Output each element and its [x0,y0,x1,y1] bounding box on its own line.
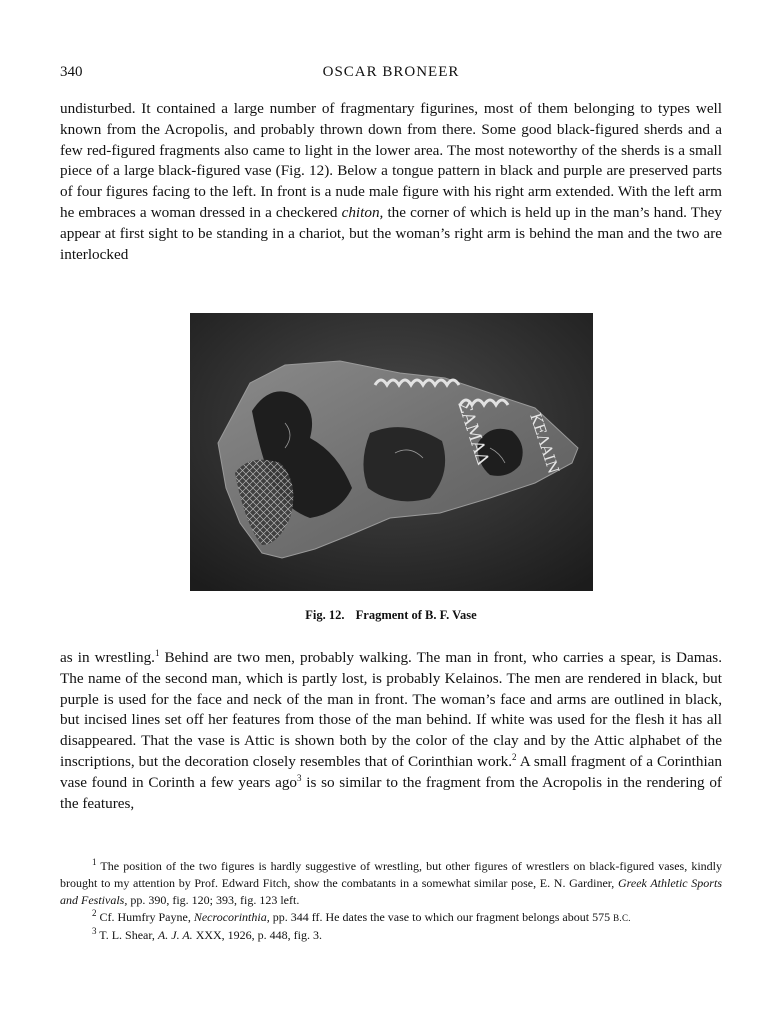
paragraph-1 [60,99,722,265]
paragraph-2-text-d: is so similar to the fragment from the Acropolis in the rendering of the features, [60,773,722,812]
paragraph-1-text-b: the corner of which is held up in the man’s hand. They appear at first sight to be standing in a chariot, but the woman’s right arm is behind the man and the two are interlocked [60,203,723,263]
footnotes [60,858,722,944]
paragraph-1-text-a: undisturbed. It contained a large number of fragmentary figurines, most of them belonging to types well known from the Acropolis, and probably thrown down from there. Some good black-figured sherds and a few red-figured fragments also came to light in the lower area. The most noteworthy of the sherds is a small piece of a large black-figured vase (Fig. 12). Below a tongue pattern in black and purple are preserved parts of four figures facing to the left. In front is a nude male figure with his right arm extended. With the left arm he embraces a woman dressed in a checkered [60,100,722,221]
footnote-ref-3: 3 [297,772,302,783]
inscription-kelain: ΚΕΛΑΙΝ [526,410,563,477]
footnote-1-text-b: pp. 390, fig. 120; 393, fig. 123 left. [127,893,300,907]
footnote-3-text-b: XXX, 1926, p. 448, fig. 3. [192,928,323,942]
footnote-3-journal: A. J. A. [157,928,193,942]
page-number: 340 [60,64,83,80]
inscription-samad: ΣΑΜΑΔ [453,398,493,468]
footnote-3-text-a: T. L. Shear, [96,928,158,942]
page-header [60,64,722,86]
paragraph-2-text-b: Behind are two men, probably walking. The man in front, who carries a spear, is Damas. The name of the second man, which is partly lost, is probably Kelainos. The men are rendered in black, but purple is used for the face and neck of the man in front. The woman’s face and arms are outlined in black, but incised lines set off her features from those of the man behind. If white was used for the flesh it has all disappeared. That the vase is Attic is shown both by the color of the clay and by the Attic alphabet of the inscriptions, but the decoration closely resembles that of Corinthian work. [60,649,722,770]
figure-caption [0,608,782,623]
man-body-silhouette [363,427,445,501]
paragraph-2-text-a: as in wrestling. [60,649,155,666]
chiton-term: chiton, [341,203,384,221]
footnote-ref-1: 1 [154,647,160,658]
footnote-ref-2: 2 [512,751,517,762]
running-head: OSCAR BRONEER [322,64,460,80]
footnote-3 [60,927,722,944]
figure-12-photo [190,313,593,591]
footnote-2-era: B.C. [613,913,631,923]
footnote-1-marker: 1 [92,857,97,867]
paragraph-2-text-c: A small fragment of a Corinthian vase found in Corinth a few years ago [60,752,722,791]
footnote-2-text-b: pp. 344 ff. He dates the vase to which our fragment belongs about 575 [269,910,614,924]
footnote-1-title: Greek Athletic Sports and Festivals, [60,876,722,907]
caption-title: Fragment of B. F. Vase [355,608,477,622]
caption-label: Fig. 12. [305,608,345,622]
footnote-2-title: Necrocorinthia, [193,910,270,924]
footnote-2 [60,909,722,927]
footnote-3-marker: 3 [92,926,97,936]
footnote-1-text-a: The position of the two figures is hardly suggestive of wrestling, but other figures of wrestlers on black-figured vases, kindly brought to my attention by Prof. Edward Fitch, show the combatants in a somewhat similar pose, E. N. Gardiner, [60,859,722,890]
vase-fragment-image [190,313,593,591]
footnote-2-marker: 2 [92,908,97,918]
footnote-2-text-a: Cf. Humfry Payne, [96,910,194,924]
footnote-1 [60,858,722,909]
paragraph-2 [60,648,722,814]
